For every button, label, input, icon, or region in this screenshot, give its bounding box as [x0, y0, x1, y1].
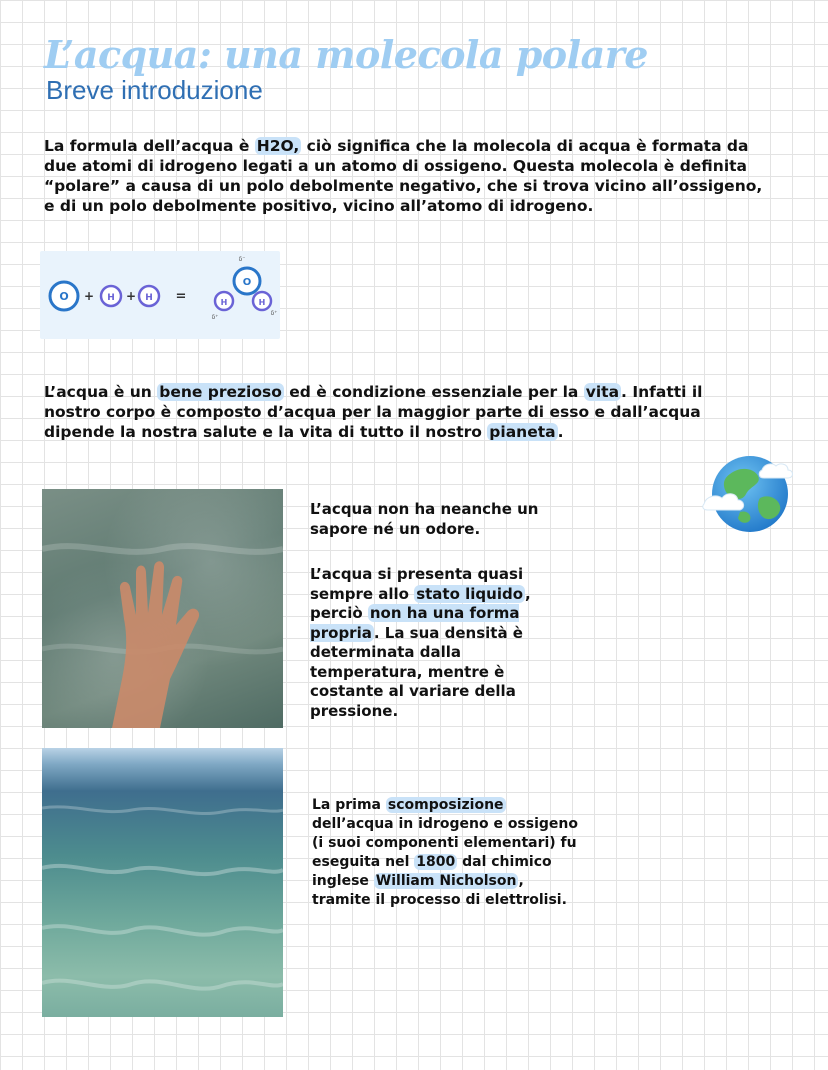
highlight-william-nicholson: William Nicholson: [375, 873, 517, 890]
highlight-stato-liquido: stato liquido: [416, 584, 524, 603]
highlight-vita: vita: [585, 383, 620, 401]
water-molecule: [215, 268, 271, 310]
importance-paragraph: L’acqua è un bene prezioso ed è condizione essenziale per la vita . Infatti il nostro corpo è composto d’acqua per la maggior parte di esso e dall’acqua dipende la nostra salute e la vita di tutto il nostro pianeta .: [44, 383, 703, 441]
sea-surface-photo: [42, 748, 283, 1017]
highlight-pianeta: pianeta: [489, 422, 556, 441]
hydrogen-atom-1: [101, 286, 121, 306]
highlight-1800: 1800: [416, 854, 456, 871]
page-title: L’acqua: una molecola polare: [44, 32, 648, 77]
delta-positive-label-left: δ⁺: [211, 314, 219, 321]
svg-text:O: O: [59, 290, 69, 303]
taste-paragraph: L’acqua non ha neanche un sapore né un odore.: [310, 500, 539, 538]
molecule-svg: [40, 251, 280, 339]
globe-icon: [700, 452, 796, 542]
svg-text:H: H: [258, 298, 266, 307]
highlight-h2o: H2O,: [256, 137, 300, 155]
highlight-forma-propria: non ha una forma propria: [310, 604, 520, 642]
page-subtitle: Breve introduzione: [46, 75, 263, 105]
molecule-diagram: [40, 251, 280, 339]
svg-text:O: O: [242, 277, 252, 288]
oxygen-atom-left: [50, 282, 78, 310]
delta-negative-label: δ⁻: [238, 256, 246, 263]
delta-positive-label-right: δ⁺: [270, 310, 278, 317]
hand-in-water-photo: [42, 489, 283, 728]
hydrogen-atom-2: [139, 286, 159, 306]
highlight-scomposizione: scomposizione: [387, 797, 504, 813]
highlight-bene-prezioso: bene prezioso: [159, 383, 282, 401]
history-paragraph: La prima scomposizione dell’acqua in idrogeno e ossigeno (i suoi componenti elementari) fu eseguita nel 1800 dal chimico inglese William Nicholson , tramite il processo di elettrolisi.: [312, 797, 578, 909]
equals-sign: =: [175, 289, 187, 304]
svg-text:H: H: [107, 293, 115, 303]
svg-text:H: H: [145, 293, 153, 303]
plus-sign-2: +: [125, 289, 137, 303]
svg-text:H: H: [220, 298, 228, 307]
intro-paragraph: La formula dell’acqua è H2O, ciò significa che la molecola di acqua è formata da due atomi di idrogeno legati a un atomo di ossigeno. Questa molecola è definita “polare” a causa di un polo debolmente negativo, che si trova vicino all’ossigeno, e di un polo debolmente positivo, vicino all’atomo di idrogeno.: [44, 137, 763, 215]
state-paragraph: L’acqua si presenta quasi sempre allo stato liquido , perciò non ha una forma propria . La sua densità è determinata dalla temperatura, mentre è costante al variare della pressione.: [310, 565, 531, 720]
plus-sign-1: +: [83, 289, 95, 303]
